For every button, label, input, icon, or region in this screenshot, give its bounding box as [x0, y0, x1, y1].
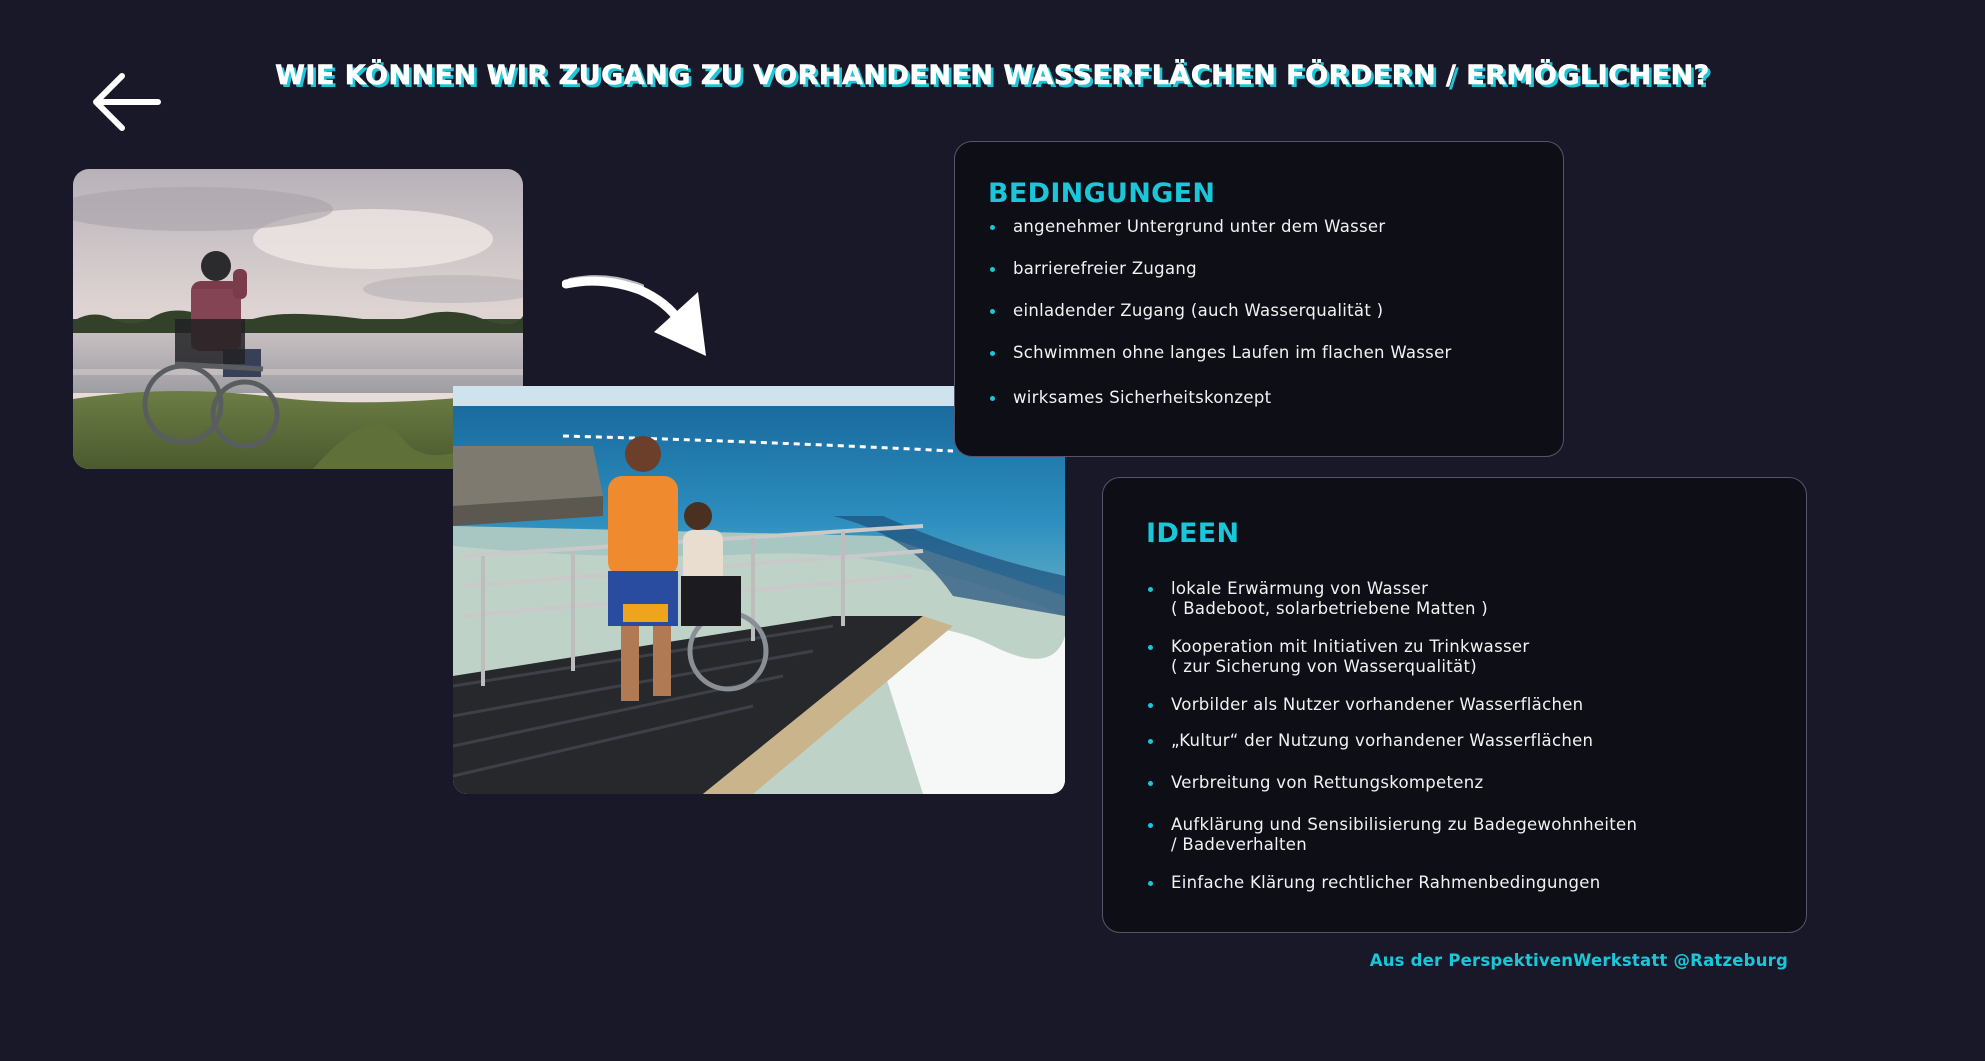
ideas-card [1102, 477, 1807, 933]
list-item: Vorbilder als Nutzer vorhandener Wasserflächen [1146, 695, 1766, 715]
list-item: Verbreitung von Rettungskompetenz [1146, 773, 1766, 793]
list-item: Aufklärung und Sensibilisierung zu Badegewohnheiten / Badeverhalten [1146, 815, 1766, 855]
list-item: wirksames Sicherheitskonzept [988, 388, 1531, 408]
list-item: einladender Zugang (auch Wasserqualität ) [988, 301, 1531, 321]
list-item: angenehmer Untergrund unter dem Wasser [988, 217, 1531, 237]
list-item: lokale Erwärmung von Wasser ( Badeboot, solarbetriebene Matten ) [1146, 579, 1766, 619]
conditions-heading: BEDINGUNGEN [988, 178, 1216, 209]
list-item: Einfache Klärung rechtlicher Rahmenbedingungen [1146, 873, 1766, 893]
footer-credit: Aus der PerspektivenWerkstatt @Ratzeburg [1369, 951, 1788, 970]
conditions-card [954, 141, 1564, 457]
ideas-heading: IDEEN [1146, 518, 1240, 549]
list-item: Schwimmen ohne langes Laufen im flachen Wasser [988, 343, 1531, 363]
list-item: barrierefreier Zugang [988, 259, 1531, 279]
curved-arrow-icon [562, 270, 714, 360]
conditions-list [988, 217, 1531, 408]
ideas-list [1146, 579, 1766, 893]
page-title: WIE KÖNNEN WIR ZUGANG ZU VORHANDENEN WASSERFLÄCHEN FÖRDERN / ERMÖGLICHEN? [275, 60, 1710, 91]
list-item: „Kultur“ der Nutzung vorhandener Wasserflächen [1146, 731, 1766, 751]
list-item: Kooperation mit Initiativen zu Trinkwasser ( zur Sicherung von Wasserqualität) [1146, 637, 1766, 677]
